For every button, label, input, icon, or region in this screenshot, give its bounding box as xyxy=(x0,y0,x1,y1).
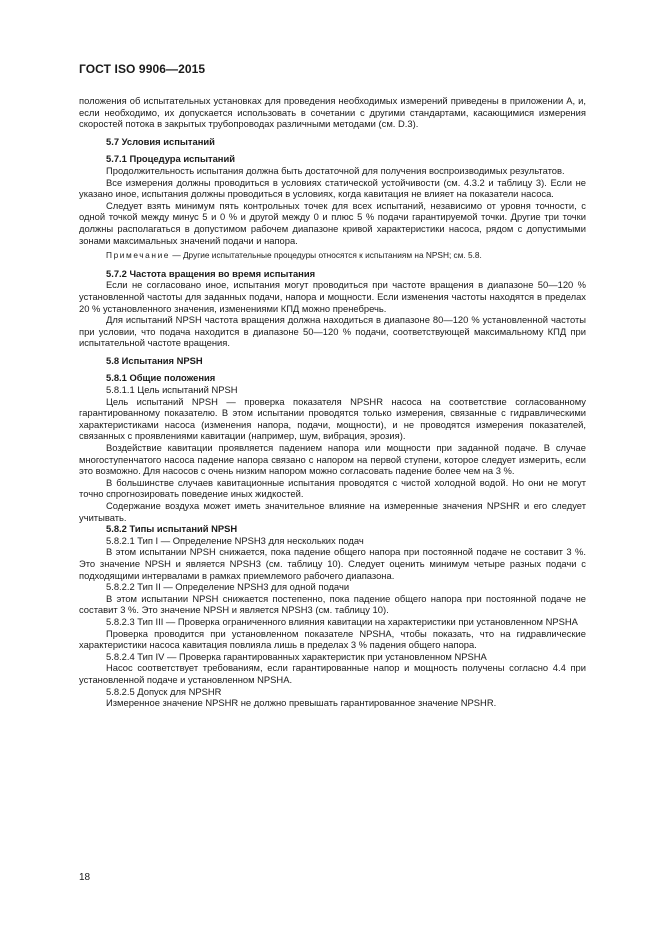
paragraph: 5.8.2.4 Тип IV — Проверка гарантированных характеристик при установленном NPSHA xyxy=(106,650,487,662)
paragraph: В этом испытании NPSH снижается, пока падение общего напора при постоянной подаче не составит 3 %. Это значение NPSH и является NPSH3 (см. таблицу 10). Следует оценить минимум четыре разных подачи с подходящими интервалами в рамках приемлемого рабочего диапазона. xyxy=(79,546,586,581)
paragraph: положения об испытательных установках для проведения необходимых измерений приведены в приложении А, и, если необходимо, их допускается использовать в сочетании с другими стандартами, касающимися измерения скоростей потока в закрытых трубопроводах различными методами (см. D.3). xyxy=(79,95,586,130)
paragraph: Цель испытаний NPSH — проверка показателя NPSHR насоса на соответствие согласованному гарантированному показателю. В этом испытании проводятся только измерения, связанные с гидравлическими характеристиками насоса (изменения напора, подачи, мощности), и не проводятся измерения показателей, связанных с проявлениями кавитации (например, шум, вибрация, эрозия). xyxy=(79,395,586,442)
section-heading: 5.8.1 Общие положения xyxy=(106,372,216,384)
section-heading: 5.7.2 Частота вращения во время испытания xyxy=(106,267,316,279)
note-text: — Другие испытательные процедуры относятся к испытаниям на NPSH; см. 5.8. xyxy=(170,250,482,261)
paragraph: Если не согласовано иное, испытания могут проводиться при частоте вращения в диапазоне 50—120 % установленной частоты для заданных подачи, напора и мощности. Если изменения частоты находятся в пределах 20 % установленного значения, изменениями КПД можно пренебречь. xyxy=(79,279,586,314)
paragraph: 5.8.2.3 Тип III — Проверка ограниченного влияния кавитации на характеристики при установленном NPSHA xyxy=(106,615,578,627)
paragraph: В большинстве случаев кавитационные испытания проводятся с чистой холодной водой. Но они не могут точно спрогнозировать поведение иных жидкостей. xyxy=(79,476,586,500)
paragraph: Для испытаний NPSH частота вращения должна находиться в диапазоне 80—120 % установленной частоты при условии, что подача находится в диапазоне 50—120 % подачи, соответствующей максимальному КПД при испытательной частоте вращения. xyxy=(79,314,586,349)
page-number: 18 xyxy=(79,872,91,883)
section-heading: 5.8.2 Типы испытаний NPSH xyxy=(106,523,238,535)
section-heading: 5.7 Условия испытаний xyxy=(106,135,215,147)
section-heading: 5.8 Испытания NPSH xyxy=(106,354,203,366)
document-header: ГОСТ ISO 9906—2015 xyxy=(79,62,206,76)
paragraph: Продолжительность испытания должна быть достаточной для получения воспроизводимых результатов. xyxy=(106,164,565,176)
paragraph: Проверка проводится при установленном показателе NPSHA, чтобы показать, что на гидравлические характеристики насоса кавитация повлияла лишь в пределах 3 % падения общего напора. xyxy=(79,627,586,651)
paragraph: Воздействие кавитации проявляется падением напора или мощности при заданной подаче. В случае многоступенчатого насоса падение напора связано с напором на первой ступени, которое следует измерить, если это возможно. Для насосов с очень низким напором можно согласовать падение более чем на 3 %. xyxy=(79,442,586,477)
paragraph: Все измерения должны проводиться в условиях статической устойчивости (см. 4.3.2 и таблицу 3). Если не указано иное, испытания должны проводиться в условиях, когда кавитация не влияет на показатели насоса. xyxy=(79,176,586,200)
section-heading: 5.7.1 Процедура испытаний xyxy=(106,153,235,165)
paragraph: 5.8.2.2 Тип II — Определение NPSH3 для одной подачи xyxy=(106,581,350,593)
paragraph: 5.8.1.1 Цель испытаний NPSH xyxy=(106,384,238,396)
paragraph: В этом испытании NPSH снижается постепенно, пока падение общего напора при постоянной подаче не составит 3 %. Это значение NPSH и является NPSH3 (см. таблицу 10). xyxy=(79,592,586,616)
document-body xyxy=(79,95,586,709)
paragraph: 5.8.2.1 Тип I — Определение NPSH3 для нескольких подач xyxy=(106,534,364,546)
paragraph: Следует взять минимум пять контрольных точек для всех испытаний, независимо от уровня точности, с одной точкой между минус 5 и 0 % и другой между 0 и плюс 5 % подачи гарантируемой точки. Другие три точки должны располагаться в допустимом рабочем диапазоне кривой характеристики насоса, рядом с допустимыми зонами максимальных значений подачи и напора. xyxy=(79,199,586,246)
paragraph: Содержание воздуха может иметь значительное влияние на измеренные значения NPSHR и его следует учитывать. xyxy=(79,500,586,523)
paragraph: Насос соответствует требованиям, если гарантированные напор и мощность получены согласно 4.4 при установленной подаче и установленном NPSHA. xyxy=(79,662,586,685)
note-label: Примечание xyxy=(106,250,171,261)
paragraph: Измеренное значение NPSHR не должно превышать гарантированное значение NPSHR. xyxy=(106,697,497,709)
paragraph: 5.8.2.5 Допуск для NPSHR xyxy=(106,685,222,697)
note-paragraph xyxy=(79,250,586,262)
